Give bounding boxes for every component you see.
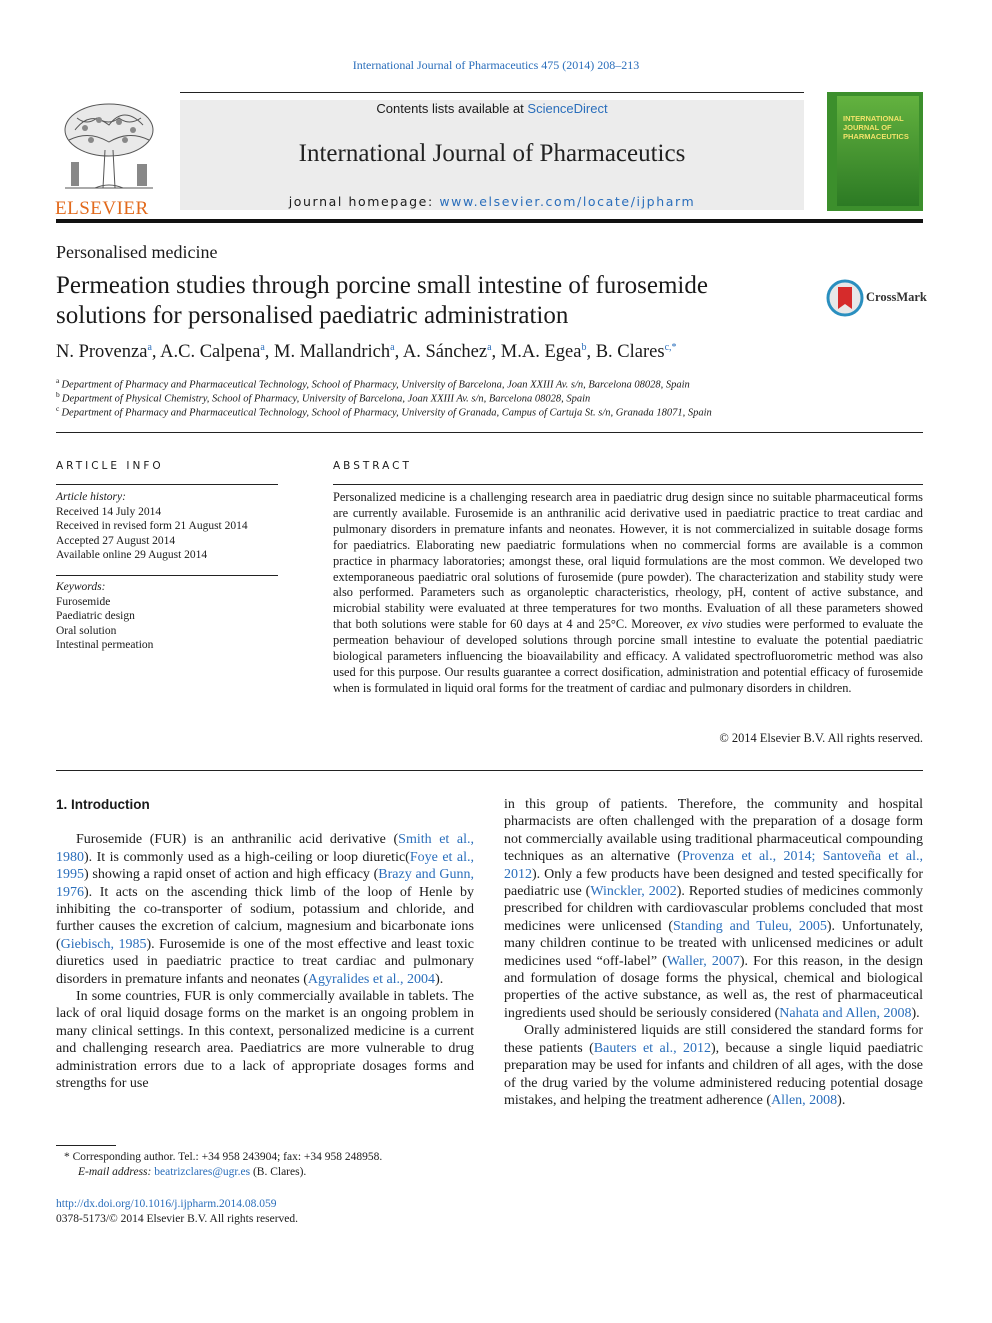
issn-line: 0378-5173/© 2014 Elsevier B.V. All rights reserved. bbox=[56, 1213, 299, 1225]
text-run: ). Reported studies of medicines commonly prescribed for children with cardiovascular problems concluded that most medicines were unlicensed ( bbox=[504, 884, 923, 934]
text-run: ). It is commonly used as a high-ceiling or loop diuretic( bbox=[84, 849, 410, 865]
email-link[interactable]: beatrizclares@ugr.es bbox=[154, 1166, 251, 1178]
reference-link[interactable]: Nahata and Allen, 2008 bbox=[779, 1005, 912, 1021]
article-history bbox=[56, 490, 278, 563]
abstract-text: Personalized medicine is a challenging research area in paediatric drug design since no suitable pharmaceutical forms are currently available. Furosemide is an anthranilic acid derivative used in paediatric practice to treat cardiac and pulmonary disorders in premature infants and neonates. However, it is not commercialized in suitable dosage forms for paediatrics. Elaborating new paediatric formulations when no commercial forms are available is a common practice in pharmacy laboratories; amongst these, oral liquid formulations are the most common. We developed two extemporaneous paediatric oral solutions of furosemide (pure powder). The characterization and stability study were also performed. Parameters such as organoleptic characteristics, rheology, pH, content of active substance, and microbial stability were evaluated at three temperatures for two months. Evaluation of all these parameters showed that both solutions were stable for 60 days at 4 and 25°C. Moreover, ex vivo studies were performed to evaluate the permeation behaviour of developed solutions through porcine small intestine to evaluate the potential paediatric biological parameters influencing the bioavailability and efficacy. A validated spectrofluorometric method was also used for this purpose. Our results guarantee a correct dosification, administration and potential efficacy of furosemide when is formulated in liquid oral forms for the treatment of cardiac and pulmonary disorders in children. bbox=[333, 490, 923, 695]
article-title bbox=[56, 271, 796, 331]
doi-link[interactable]: http://dx.doi.org/10.1016/j.ijpharm.2014.08.059 bbox=[56, 1198, 277, 1210]
paragraph: In some countries, FUR is only commercially available in tablets. The lack of oral liquid dosage forms on the market is an ongoing problem in many clinical settings. In this context, personalized medicine is a current and challenging research area. Paediatrics are more vulnerable to drug administration errors due to a lack of appropriate dosages forms and strengths for use bbox=[56, 989, 474, 1092]
keyword: Oral solution bbox=[56, 624, 117, 637]
intro-right-column bbox=[504, 796, 923, 1109]
author[interactable]: A. Sánchez$^a$ bbox=[402, 342, 492, 363]
author[interactable]: M.A. Egea$^b$ bbox=[500, 342, 587, 363]
history-label: Article history: bbox=[56, 491, 126, 503]
footnote bbox=[56, 1150, 474, 1180]
header-top-rule bbox=[180, 92, 804, 93]
elsevier-tree-icon bbox=[55, 100, 163, 195]
text-run: in this group of patients. Therefore, the community and hospital pharmacists are often challenged with the preparation of a dosage form not commercially available using traditional pharmaceutical compounding techniques as an alternative ( bbox=[504, 797, 923, 865]
author[interactable]: M. Mallandrich$^a$ bbox=[274, 342, 395, 363]
keywords-label: Keywords: bbox=[56, 581, 106, 593]
history-item: Received 14 July 2014 bbox=[56, 505, 162, 518]
affiliation: $^c$ Department of Pharmacy and Pharmaceutical Technology, School of Pharmacy, University of Granada, Campus of Cartuja St. s/n, Granada 18071, Spain bbox=[56, 404, 712, 419]
journal-cover-image bbox=[827, 92, 923, 211]
paragraph bbox=[56, 831, 474, 988]
text-run: ), because a single liquid paediatric preparation may be used for infants and children of all ages, with the dose of the drug varied by the volume administered reducing potential dosage mistakes, and helping the treatment adherence ( bbox=[504, 1040, 923, 1108]
affiliations-rule bbox=[56, 432, 923, 433]
keywords bbox=[56, 580, 278, 653]
paragraph bbox=[504, 1022, 923, 1109]
corresponding-author: * Corresponding author. Tel.: +34 958 243904; fax: +34 958 248958. bbox=[64, 1151, 383, 1163]
affiliation: $^b$ Department of Physical Chemistry, School of Pharmacy, University of Barcelona, Joan XXIII Av. s/n, Barcelona 08028, Spain bbox=[56, 390, 591, 405]
history-item: Accepted 27 August 2014 bbox=[56, 534, 176, 547]
text-run: ). Furosemide is one of the most effective and least toxic diuretics used in paediatric practice to treat cardiac and pulmonary disorders in premature infants and neonates ( bbox=[56, 936, 474, 987]
journal-citation[interactable]: International Journal of Pharmaceutics 475 (2014) 208–213 bbox=[352, 58, 640, 72]
reference-link[interactable]: Standing and Tuleu, 2005 bbox=[672, 918, 827, 934]
abstract-rule bbox=[333, 484, 923, 485]
reference-link[interactable]: Giebisch, 1985 bbox=[60, 936, 147, 952]
article-info-heading: ARTICLE INFO bbox=[56, 460, 164, 472]
reference-link[interactable]: Foye et al., 1995 bbox=[56, 849, 474, 883]
history-item: Received in revised form 21 August 2014 bbox=[56, 520, 248, 532]
title-line-2: solutions for personalised paediatric administration bbox=[56, 302, 569, 329]
homepage-prefix: journal homepage: bbox=[288, 194, 440, 209]
footnote-rule bbox=[56, 1145, 116, 1146]
reference-link[interactable]: Waller, 2007 bbox=[666, 953, 740, 969]
reference-link[interactable]: Winckler, 2002 bbox=[590, 884, 677, 900]
contents-line bbox=[180, 101, 804, 116]
history-item: Available online 29 August 2014 bbox=[56, 549, 208, 561]
text-run: ). It acts on the ascending thick limb of the loop of Henle by inhibiting the co-transporter of sodium, potassium and chloride, and further causes the excretion of calcium, magnesium and bicarbonate ions ( bbox=[56, 884, 474, 952]
text-run: ) showing a rapid onset of action and high efficacy ( bbox=[84, 867, 379, 883]
text-run: Orally administered liquids are still considered the standard forms for these patients ( bbox=[504, 1023, 923, 1056]
article-section: Personalised medicine bbox=[56, 242, 218, 262]
email-line: E-mail address: beatrizclares@ugr.es (B. Clares). bbox=[78, 1166, 307, 1178]
keywords-rule bbox=[56, 575, 278, 576]
affiliation: $^a$ Department of Pharmacy and Pharmaceutical Technology, School of Pharmacy, University of Barcelona, Joan XXIII Av. s/n, Barcelona 08028, Spain bbox=[56, 376, 690, 391]
keyword: Paediatric design bbox=[56, 610, 135, 622]
contents-prefix: Contents lists available at bbox=[376, 101, 528, 116]
cover-title: INTERNATIONAL JOURNAL OF PHARMACEUTICS bbox=[843, 114, 909, 141]
sciencedirect-link[interactable]: ScienceDirect bbox=[527, 101, 608, 116]
author[interactable]: A.C. Calpena$^a$ bbox=[160, 342, 265, 363]
author-list: N. Provenza$^a$, A.C. Calpena$^a$, M. Mallandrich$^a$, A. Sánchez$^a$, M.A. Egea$^b$, B. Clares$^{c,*}$ bbox=[56, 342, 677, 363]
homepage-line bbox=[180, 194, 804, 209]
crossmark-badge[interactable] bbox=[826, 279, 926, 317]
reference-link[interactable]: Bauters et al., 2012 bbox=[593, 1040, 711, 1056]
abstract-bottom-rule bbox=[56, 770, 923, 771]
intro-left-column bbox=[56, 796, 474, 1093]
elsevier-wordmark: ELSEVIER bbox=[55, 198, 149, 219]
keyword: Intestinal permeation bbox=[56, 639, 154, 651]
cover-panel bbox=[837, 96, 919, 206]
text-run: ). bbox=[435, 971, 444, 987]
text-run: ). For this reason, in the design and formulation of dosage forms the physical, chemical and biological properties of the active substance, as well as, the rest of pharmaceutical ingredients used should be seriously considered ( bbox=[504, 953, 924, 1021]
title-line-1: Permeation studies through porcine small intestine of furosemide bbox=[56, 272, 708, 299]
author[interactable]: N. Provenza$^a$ bbox=[56, 342, 152, 363]
reference-link[interactable]: Brazy and Gunn, 1976 bbox=[56, 867, 474, 900]
text-run: Furosemide (FUR) is an anthranilic acid derivative ( bbox=[76, 832, 399, 848]
crossmark-label: CrossMark bbox=[866, 290, 927, 304]
reference-link[interactable]: Agyralides et al., 2004 bbox=[307, 971, 436, 987]
keyword: Furosemide bbox=[56, 595, 111, 608]
elsevier-logo bbox=[55, 100, 163, 219]
text-run: ). bbox=[911, 1005, 920, 1021]
text-run: ). Unfortunately, many children continue to be treated with unlicensed medicines or adult medicines used “off-label” ( bbox=[504, 918, 923, 969]
reference-link[interactable]: Allen, 2008 bbox=[771, 1092, 838, 1108]
text-run: ). bbox=[837, 1092, 846, 1108]
crossmark-icon bbox=[826, 279, 864, 317]
journal-title: International Journal of Pharmaceutics bbox=[298, 140, 686, 167]
text-run: ). Only a few products have been designed and tested specifically for paediatric use ( bbox=[504, 866, 923, 900]
reference-link[interactable]: Smith et al., 1980 bbox=[56, 832, 474, 865]
reference-link[interactable]: Provenza et al., 2014; Santoveña et al., 2012 bbox=[504, 849, 924, 882]
author[interactable]: B. Clares$^{c,*}$ bbox=[595, 342, 677, 363]
abstract-copyright: © 2014 Elsevier B.V. All rights reserved. bbox=[719, 731, 923, 745]
homepage-link[interactable]: www.elsevier.com/locate/ijpharm bbox=[439, 194, 696, 209]
article-info-rule bbox=[56, 484, 278, 485]
paragraph bbox=[504, 796, 923, 1022]
abstract-heading: ABSTRACT bbox=[333, 460, 412, 472]
header-bottom-rule bbox=[56, 219, 923, 223]
section-heading: 1. Introduction bbox=[56, 797, 150, 812]
